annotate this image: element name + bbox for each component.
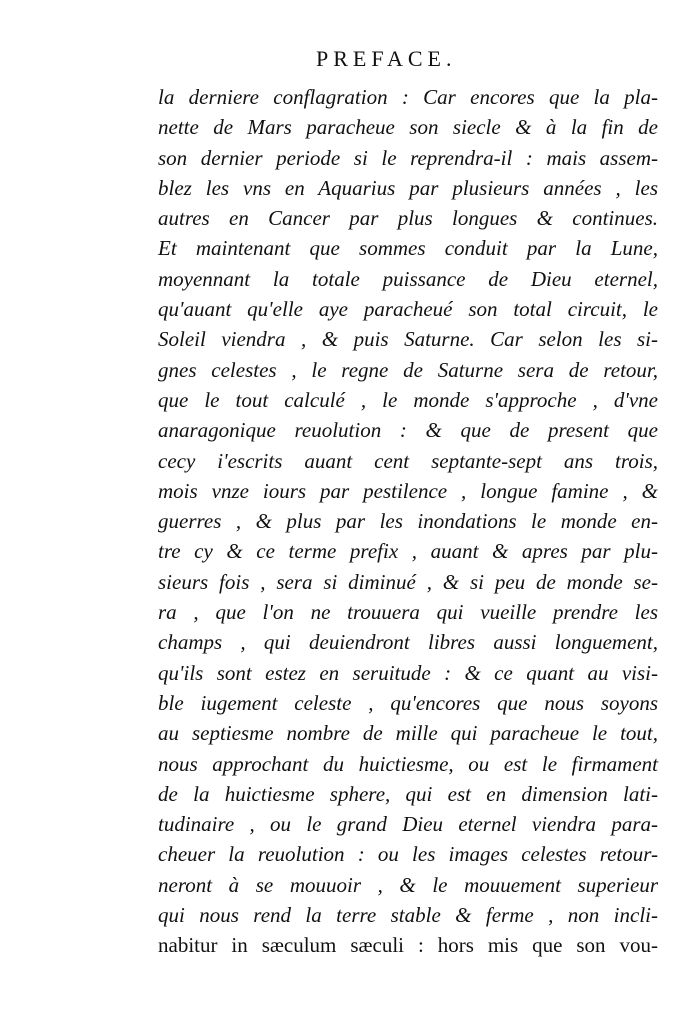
- text-line: moyennant la totale puissance de Dieu eternel,: [158, 266, 658, 291]
- text-line: sieurs fois , sera si diminué , & si peu de monde se-: [158, 569, 658, 594]
- text-line: guerres , & plus par les inondations le monde en-: [158, 509, 658, 534]
- text-line: nabitur in sæculum sæculi : hors mis que son vou-: [158, 933, 658, 958]
- text-line: autres en Cancer par plus longues & continues.: [158, 206, 658, 231]
- text-line: nette de Mars paracheue son siecle & à la fin de: [158, 115, 658, 140]
- text-line: Et maintenant que sommes conduit par la Lune,: [158, 236, 658, 261]
- text-line: tudinaire , ou le grand Dieu eternel viendra para-: [158, 812, 658, 837]
- text-line: qu'ils sont estez en seruitude : & ce quant au visi-: [158, 660, 658, 685]
- text-line: gnes celestes , le regne de Saturne sera de retour,: [158, 357, 658, 382]
- text-line: la derniere conflagration : Car encores que la pla-: [158, 85, 658, 109]
- text-line: ble iugement celeste , qu'encores que nous soyons: [158, 690, 658, 715]
- text-line: cecy i'escrits auant cent septante-sept ans trois,: [158, 448, 658, 473]
- text-line: tre cy & ce terme prefix , auant & apres par plu-: [158, 539, 658, 564]
- text-line: blez les vns en Aquarius par plusieurs années , les: [158, 175, 658, 200]
- text-line: qu'auant qu'elle aye paracheué son total circuit, le: [158, 297, 658, 322]
- text-line: champs , qui deuiendront libres aussi longuement,: [158, 630, 658, 655]
- text-line: au septiesme nombre de mille qui paracheue le tout,: [158, 721, 658, 746]
- text-line: de la huictiesme sphere, qui est en dimension lati-: [158, 781, 658, 806]
- text-line: cheuer la reuolution : ou les images celestes retour-: [158, 842, 658, 867]
- text-line: Soleil viendra , & puis Saturne. Car selon les si-: [158, 327, 658, 352]
- text-line: anaragonique reuolution : & que de present que: [158, 418, 658, 443]
- running-head: PREFACE.: [316, 46, 457, 71]
- text-line: que le tout calculé , le monde s'approche , d'vne: [158, 387, 658, 412]
- text-line: son dernier periode si le reprendra-il : mais assem-: [158, 145, 658, 170]
- text-line: neront à se mouuoir , & le mouuement superieur: [158, 872, 658, 897]
- text-line: ra , que l'on ne trouuera qui vueille prendre les: [158, 600, 658, 625]
- text-line: mois vnze iours par pestilence , longue famine , &: [158, 478, 658, 503]
- text-line: nous approchant du huictiesme, ou est le firmament: [158, 751, 658, 776]
- text-line: qui nous rend la terre stable & ferme , non incli-: [158, 903, 658, 928]
- text-block: [158, 82, 658, 961]
